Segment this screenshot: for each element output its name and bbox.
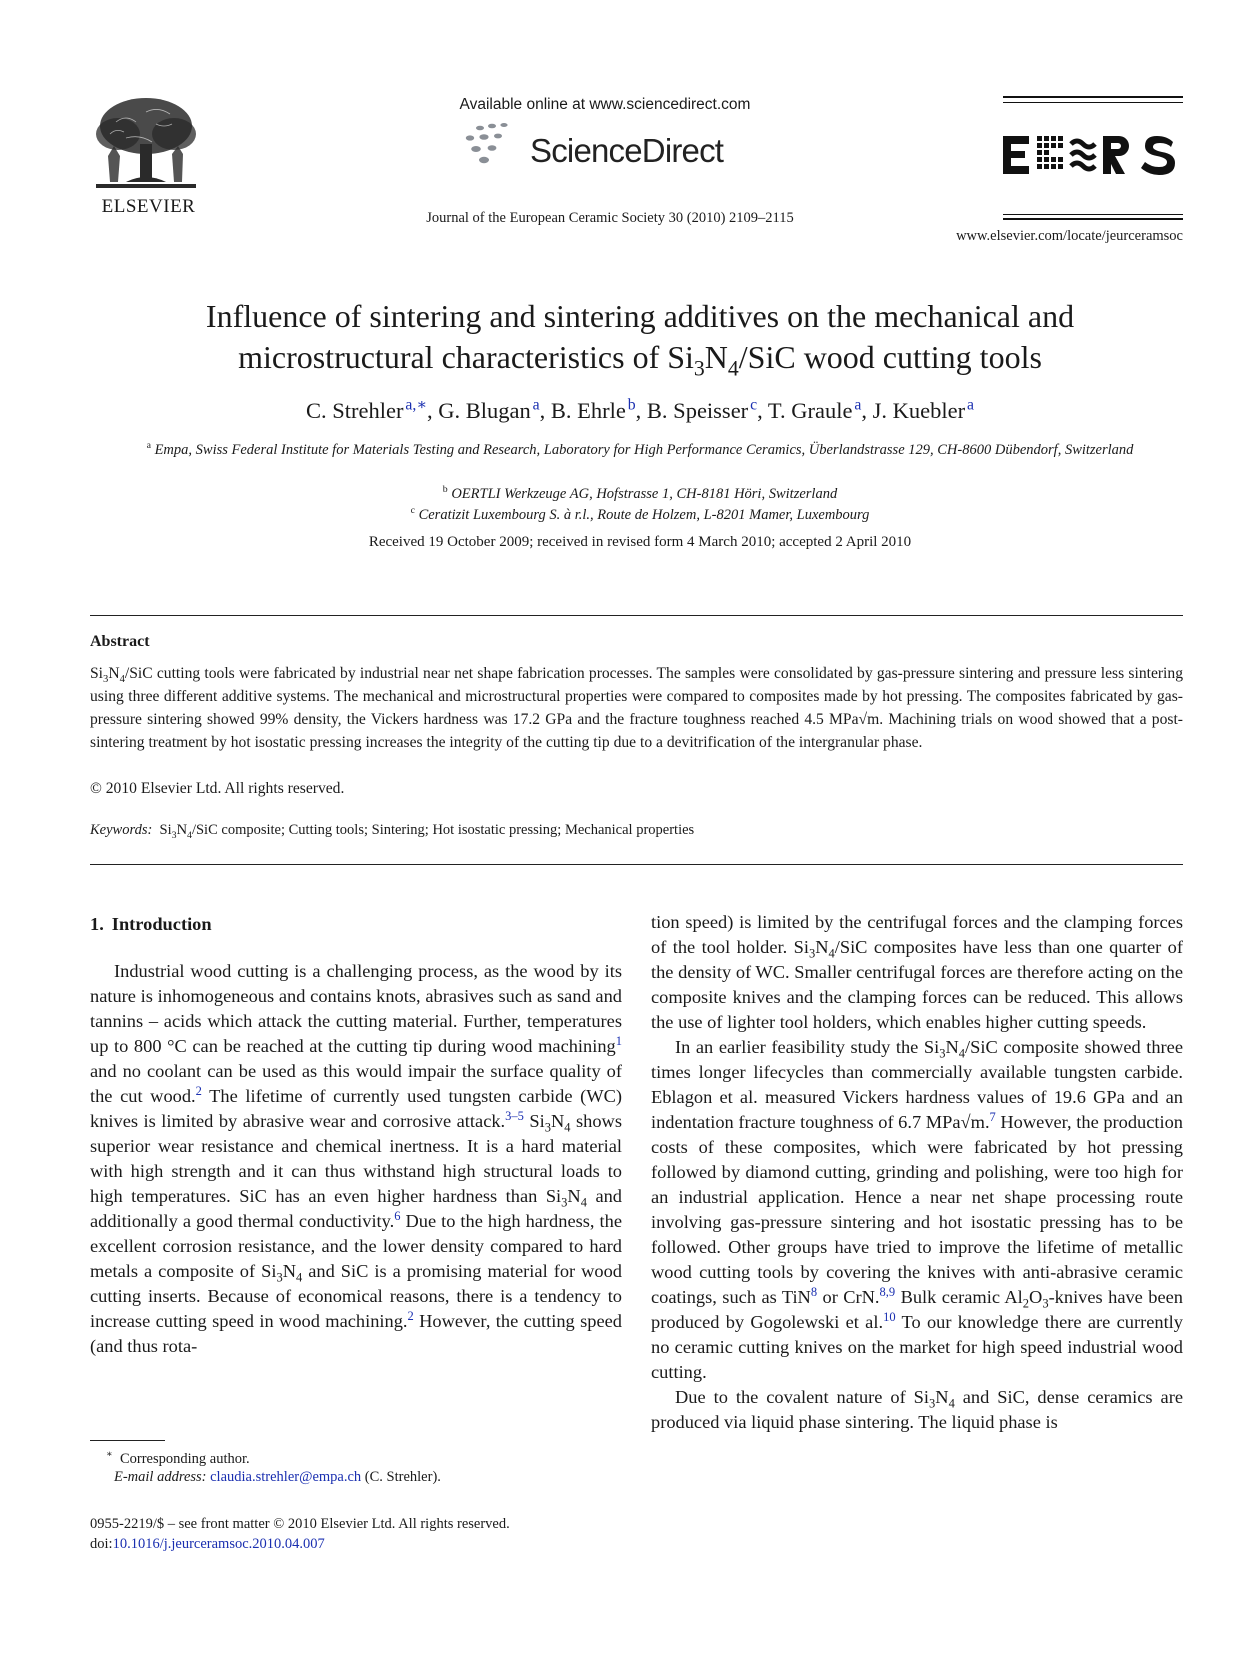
ecers-rule <box>1003 102 1183 103</box>
abstract-bottom-rule <box>90 864 1183 865</box>
paragraph: Due to the covalent nature of $Si_3N_4$ and SiC, dense ceramics are produced via liquid phase sintering. The liquid phase is <box>651 1387 1183 1432</box>
affiliation-mark[interactable]: c <box>750 396 758 414</box>
abstract-copyright: © 2010 Elsevier Ltd. All rights reserved. <box>90 780 345 797</box>
citation-link[interactable]: 6 <box>394 1208 401 1223</box>
title-line-1: Influence of sintering and sintering additives on the mechanical and <box>205 298 1075 334</box>
paragraph: Industrial wood cutting is a challenging process, as the wood by its nature is inhomogeneous and contains knots, abrasives such as sand and tannins – acids which attack the cutting material. Further, temperatures up to 800 °C can be reached at the cutting tip during wood machining$^1$ and no coolant can be used as this would impair the surface quality of the cut wood.$^2$ The lifetime of currently used tungsten carbide (WC) knives is limited by abrasive wear and corrosive attack.$^{3-5}$ $Si_3N_4$ shows superior wear resistance and chemical inertness. It is a hard material with high strength and it can thus withstand high structural loads to high temperatures. SiC has an even higher hardness than $Si_3N_4$ and additionally a good thermal conductivity.$^6$ Due to the high hardness, the excellent corrosion resistance, and the lower density compared to hard metals a composite of $Si_3N_4$ and SiC is a promising material for wood cutting inserts. Because of economical reasons, there is a tendency to increase cutting speed in wood machining.$^2$ However, the cutting speed (and thus rota- <box>90 961 623 1356</box>
right-column <box>651 910 1183 1435</box>
affiliation-c: $^c$ Ceratizit Luxembourg S. à r.l., Route de Holzem, L-8201 Mamer, Luxembourg <box>410 505 870 523</box>
paragraph: tion speed) is limited by the centrifugal forces and the clamping forces of the tool holder. $Si_3N_4$/SiC composites have less than one quarter of the density of WC. Smaller centrifugal forces are therefore acting on the composite knives and the clamping forces can be reduced. This allows the use of lighter tool holders, which enables higher cutting speeds. <box>651 912 1183 1032</box>
journal-reference: Journal of the European Ceramic Society 30 (2010) 2109–2115 <box>426 210 794 226</box>
author-name[interactable]: B. Speisser <box>646 398 749 423</box>
footnote-rule <box>90 1440 165 1441</box>
abstract-top-rule <box>90 615 1183 616</box>
citation-link[interactable]: 8,9 <box>879 1284 896 1299</box>
email-link[interactable]: claudia.strehler@empa.ch <box>210 1469 362 1485</box>
elsevier-tree-logo <box>86 94 206 194</box>
ecers-logo-graphic <box>1003 130 1183 180</box>
affiliation-mark[interactable]: a <box>966 396 974 414</box>
left-column <box>90 912 622 1359</box>
citation-link[interactable]: 8 <box>810 1284 818 1299</box>
corresponding-author-note: ∗ Corresponding author. <box>106 1449 250 1467</box>
citation-link[interactable]: 2 <box>407 1308 414 1323</box>
sciencedirect-logo[interactable] <box>462 118 762 178</box>
elsevier-wordmark: ELSEVIER <box>101 196 196 217</box>
author-name[interactable]: B. Ehrle <box>550 398 626 423</box>
author-name[interactable]: C. Strehler <box>306 398 404 423</box>
affiliation-b: $^b$ OERTLI Werkzeuge AG, Hofstrasse 1, CH-8181 Höri, Switzerland <box>442 484 838 502</box>
sciencedirect-dots-icon <box>462 122 528 166</box>
affiliation-mark[interactable]: a <box>532 396 540 414</box>
citation-link[interactable]: 1 <box>615 1033 622 1048</box>
sciencedirect-wordmark: ScienceDirect <box>530 132 724 169</box>
author-list: C. Strehler $^{a,∗}$, G. Blugan $^a$, B. Ehrle $^b$, B. Speisser $^c$, T. Graule $^a$, J. Kuebler $^a$ <box>306 396 974 423</box>
ecers-rule <box>1003 214 1183 215</box>
affiliation-a: $^a$ Empa, Swiss Federal Institute for Materials Testing and Research, Laboratory for High Performance Ceramics, Überlandstrasse 129, CH-8600 Dübendorf, Switzerland <box>146 440 1134 458</box>
article-title <box>110 296 1170 381</box>
doi-link[interactable]: 10.1016/j.jeurceramsoc.2010.04.007 <box>112 1536 325 1552</box>
affiliation-mark[interactable]: a <box>854 396 862 414</box>
paragraph: In an earlier feasibility study the $Si_3N_4$/SiC composite showed three times longer lifecycles than commercially available tungsten carbide. Eblagon et al. measured Vickers hardness values of 19.6 GPa and an indentation fracture toughness of 6.7 MPa√m.$^7$ However, the production costs of these composites, which were fabricated by hot pressing followed by diamond cutting, grinding and polishing, were too high for an industrial application. Hence a near net shape processing route involving gas-pressure sintering and hot isostatic pressing has to be followed. Other groups have tried to improve the lifetime of metallic wood cutting tools by covering the knives with anti-abrasive ceramic coatings, such as TiN$^8$ or CrN.$^{8,9}$ Bulk ceramic $Al_2O_3$-knives have been produced by Gogolewski et al.$^{10}$ To our knowledge there are currently no ceramic cutting knives on the market for high speed industrial wood cutting. <box>651 1037 1184 1382</box>
section-heading: 1. Introduction <box>90 914 212 934</box>
keywords-label: Keywords: <box>90 822 153 838</box>
citation-link[interactable]: 10 <box>883 1309 896 1324</box>
title-line-2: microstructural characteristics of $Si_3N_4$/SiC wood cutting tools <box>238 339 1042 381</box>
received-dates: Received 19 October 2009; received in revised form 4 March 2010; accepted 2 April 2010 <box>368 534 912 550</box>
journal-url[interactable]: www.elsevier.com/locate/jeurceramsoc <box>956 228 1183 244</box>
ecers-rule <box>1003 96 1183 98</box>
citation-link[interactable]: 3–5 <box>505 1108 524 1123</box>
abstract-text: $Si_3N_4$/SiC cutting tools were fabricated by industrial near net shape fabrication processes. The samples were consolidated by gas-pressure sintering and pressure less sintering using three different additive systems. The mechanical and microstructural properties were compared to composites made by hot pressing. The composites fabricated by gas-pressure sintering showed 99% density, the Vickers hardness was 17.2 GPa and the fracture toughness reached 4.5 MPa√m. Machining trials on wood showed that a post-sintering treatment by hot isostatic pressing increases the integrity of the cutting tip due to a devitrification of the intergranular phase. <box>90 665 1183 751</box>
ecers-rule <box>1003 218 1183 220</box>
doi-line: doi:10.1016/j.jeurceramsoc.2010.04.007 <box>90 1536 325 1552</box>
issn-line: 0955-2219/$ – see front matter © 2010 Elsevier Ltd. All rights reserved. <box>90 1516 510 1532</box>
affiliation-mark[interactable]: b <box>627 396 636 414</box>
author-name[interactable]: G. Blugan <box>438 398 531 423</box>
email-note: E-mail address: claudia.strehler@empa.ch (C. Strehler). <box>114 1469 441 1485</box>
affiliation-mark[interactable]: a,∗ <box>405 396 428 414</box>
sqrt-m: √m <box>858 711 880 728</box>
citation-link[interactable]: 2 <box>195 1083 202 1098</box>
citation-link[interactable]: 7 <box>989 1109 996 1124</box>
author-name[interactable]: T. Graule <box>767 398 853 423</box>
available-online-text[interactable]: Available online at www.sciencedirect.com <box>459 96 751 113</box>
abstract-heading: Abstract <box>90 633 150 650</box>
author-name[interactable]: J. Kuebler <box>872 398 966 423</box>
ecers-logo <box>1003 130 1183 185</box>
keywords: Keywords: $Si_3N_4$/SiC composite; Cutting tools; Sintering; Hot isostatic pressing; Mechanical properties <box>90 822 695 841</box>
